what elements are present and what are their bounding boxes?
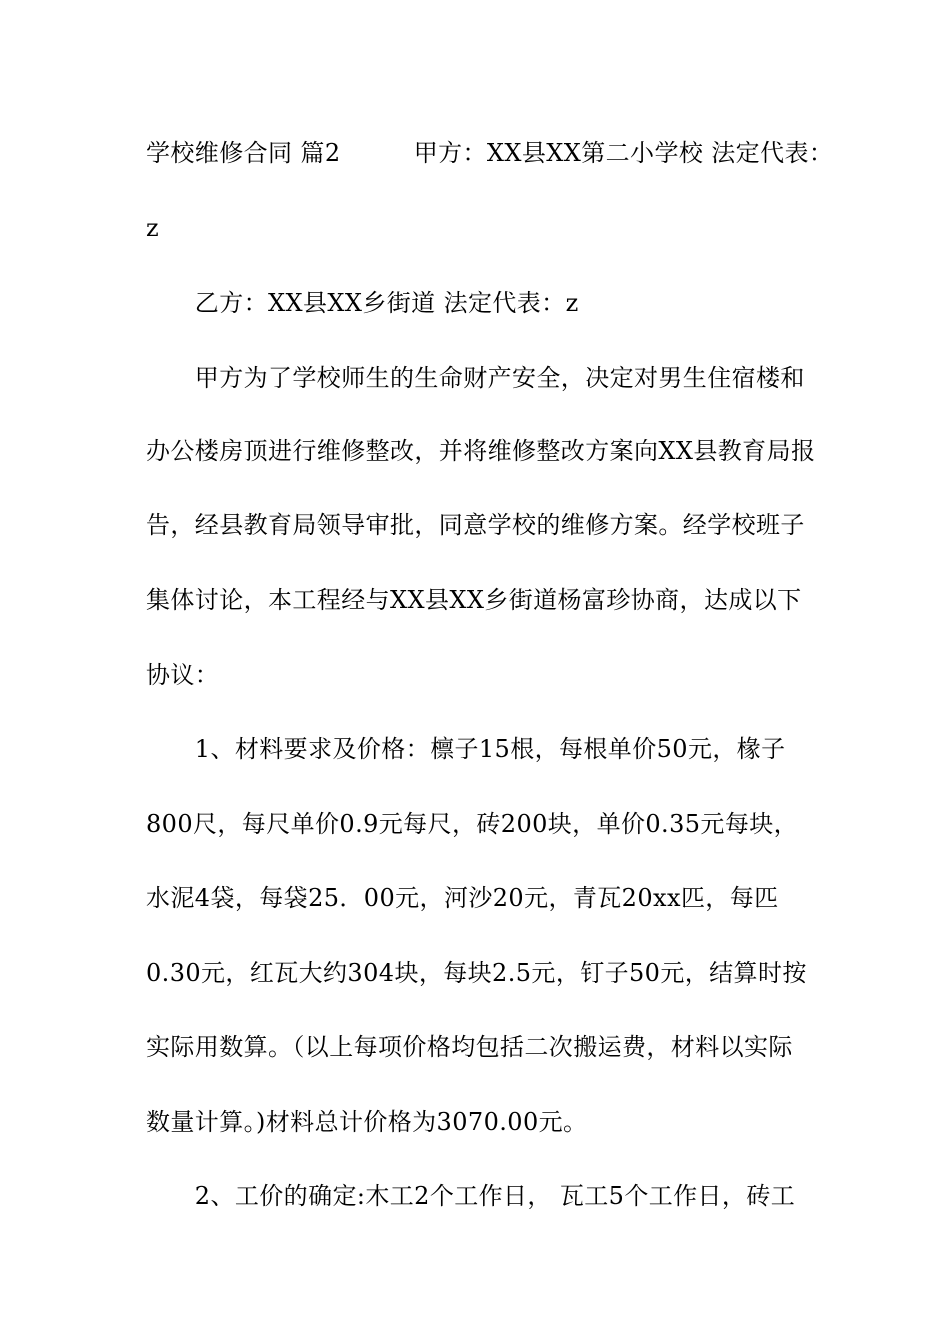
text-line-13: 实际用数算。（以上每项价格均包括二次搬运费，材料以实际 (146, 1033, 793, 1061)
text-line-2: z (146, 214, 160, 242)
text-line-1: 学校维修合同 篇2 甲方：XX县XX第二小学校 法定代表： (146, 139, 834, 167)
text-line-15: 2、工价的确定:木工2个工作日， 瓦工5个工作日，砖工 (146, 1182, 796, 1210)
text-line-7: 集体讨论，本工程经与XX县XX乡街道杨富珍协商，达成以下 (146, 586, 802, 614)
text-line-11: 水泥4袋，每袋25．00元，河沙20元，青瓦20xx匹，每匹 (146, 884, 779, 912)
text-line-5: 办公楼房顶进行维修整改，并将维修整改方案向XX县教育局报 (146, 437, 816, 465)
text-line-10: 800尺，每尺单价0.9元每尺，砖200块，单价0.35元每块， (146, 810, 799, 838)
text-line-3: 乙方：XX县XX乡街道 法定代表：z (146, 289, 579, 317)
text-line-8: 协议： (146, 661, 220, 689)
text-line-14: 数量计算。)材料总计价格为3070.00元。 (146, 1108, 588, 1136)
text-line-9: 1、材料要求及价格：檩子15根，每根单价50元，椽子 (146, 735, 786, 763)
text-line-6: 告，经县教育局领导审批，同意学校的维修方案。经学校班子 (146, 511, 805, 539)
text-line-4: 甲方为了学校师生的生命财产安全，决定对男生住宿楼和 (146, 364, 805, 392)
text-line-12: 0.30元，红瓦大约304块，每块2.5元，钉子50元，结算时按 (146, 959, 807, 987)
